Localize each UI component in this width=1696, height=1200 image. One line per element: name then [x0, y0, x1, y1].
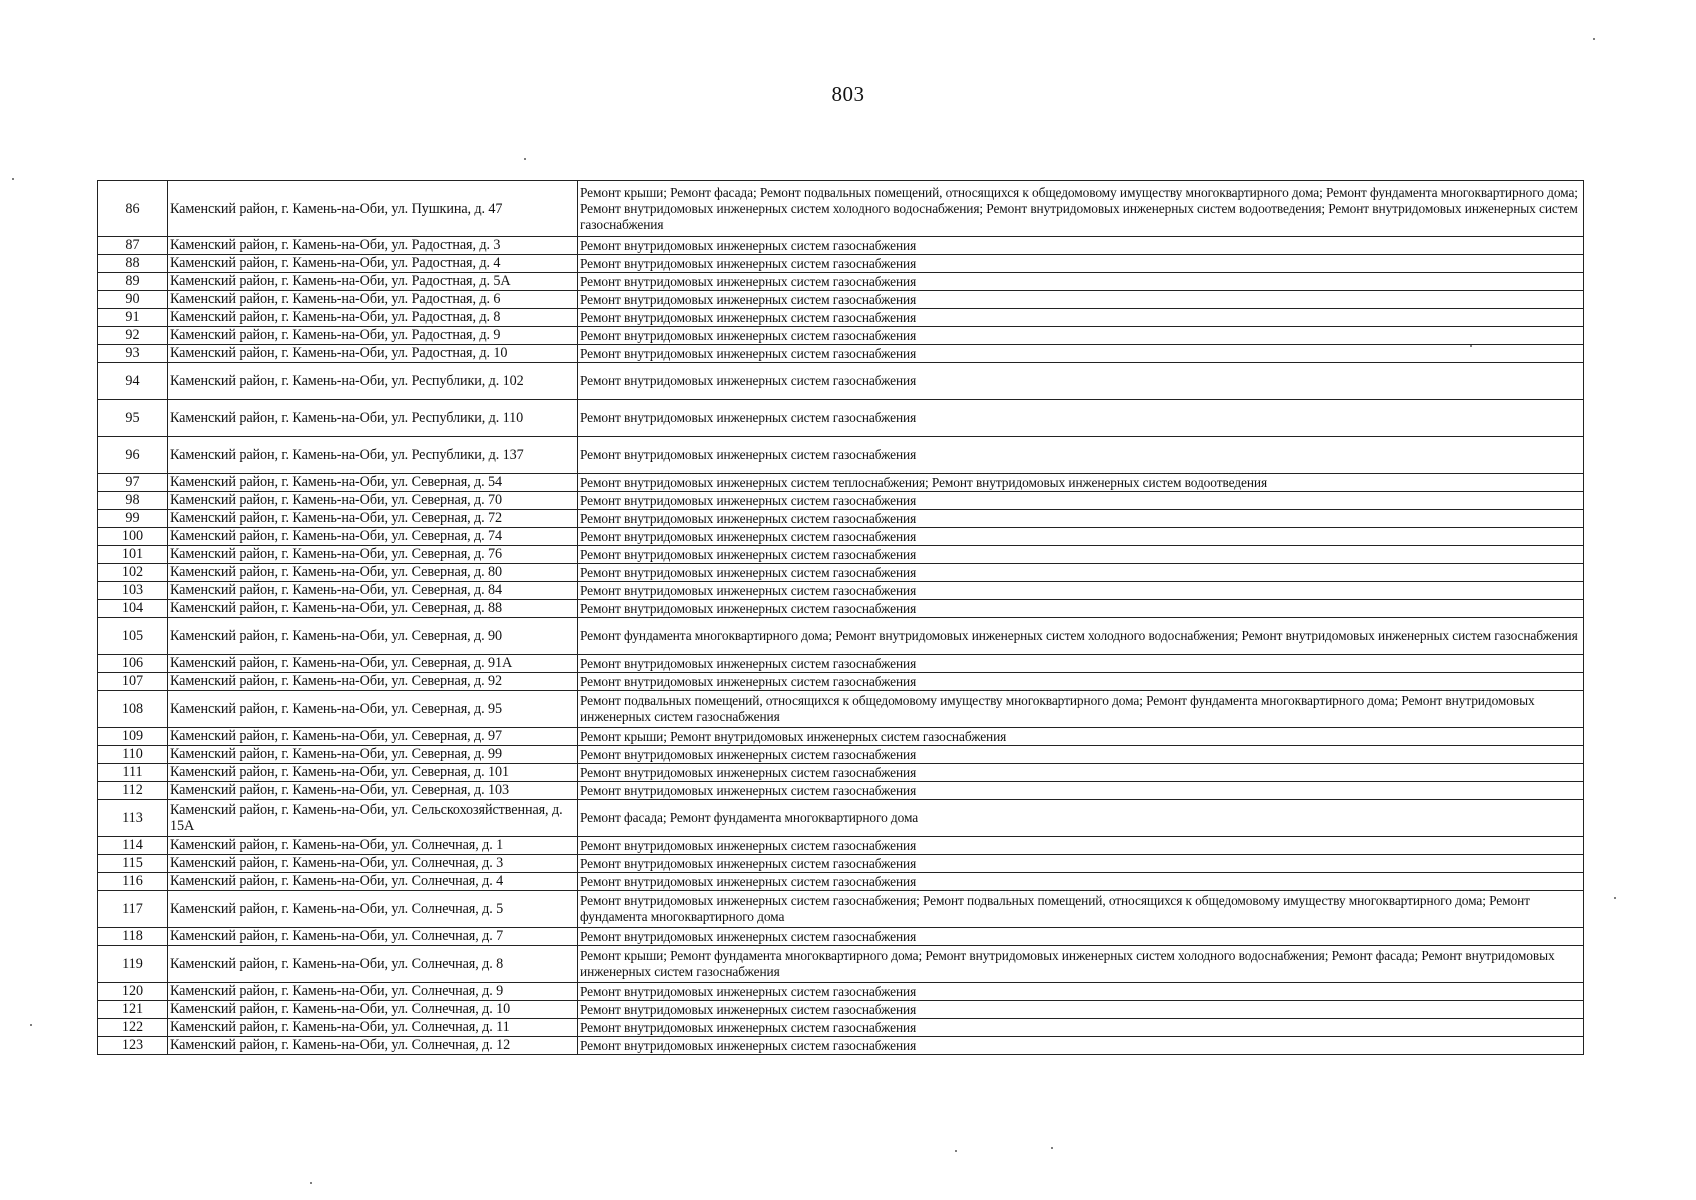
table-row	[98, 600, 1584, 618]
row-number-cell: 96	[98, 437, 168, 474]
address-cell: Каменский район, г. Камень-на-Оби, ул. Солнечная, д. 1	[168, 837, 578, 855]
table-row	[98, 837, 1584, 855]
address-cell: Каменский район, г. Камень-на-Оби, ул. Радостная, д. 10	[168, 345, 578, 363]
row-number-cell: 104	[98, 600, 168, 618]
repair-work-cell: Ремонт внутридомовых инженерных систем газоснабжения	[578, 510, 1584, 528]
repair-work-cell: Ремонт внутридомовых инженерных систем газоснабжения	[578, 437, 1584, 474]
repair-work-cell: Ремонт внутридомовых инженерных систем газоснабжения	[578, 928, 1584, 946]
address-cell: Каменский район, г. Камень-на-Оби, ул. Северная, д. 76	[168, 546, 578, 564]
address-cell: Каменский район, г. Камень-на-Оби, ул. Северная, д. 99	[168, 746, 578, 764]
row-number-cell: 107	[98, 673, 168, 691]
address-cell: Каменский район, г. Камень-на-Оби, ул. Северная, д. 72	[168, 510, 578, 528]
row-number-cell: 101	[98, 546, 168, 564]
table-row	[98, 510, 1584, 528]
row-number-cell: 97	[98, 474, 168, 492]
address-cell: Каменский район, г. Камень-на-Оби, ул. Солнечная, д. 5	[168, 891, 578, 928]
table-row	[98, 673, 1584, 691]
address-cell: Каменский район, г. Камень-на-Оби, ул. Северная, д. 101	[168, 764, 578, 782]
address-cell: Каменский район, г. Камень-на-Оби, ул. Радостная, д. 6	[168, 291, 578, 309]
scan-speck	[12, 178, 14, 180]
row-number-cell: 91	[98, 309, 168, 327]
row-number-cell: 122	[98, 1019, 168, 1037]
repair-work-cell: Ремонт внутридомовых инженерных систем газоснабжения	[578, 873, 1584, 891]
repair-work-cell: Ремонт крыши; Ремонт фундамента многоквартирного дома; Ремонт внутридомовых инженерных систем холодного водоснабжения; Ремонт фасада; Ремонт внутридомовых инженерных систем газоснабжения	[578, 946, 1584, 983]
scan-speck	[1593, 38, 1595, 40]
repair-work-cell: Ремонт внутридомовых инженерных систем газоснабжения	[578, 546, 1584, 564]
table-row	[98, 655, 1584, 673]
repair-work-cell: Ремонт крыши; Ремонт внутридомовых инженерных систем газоснабжения	[578, 728, 1584, 746]
repair-work-cell: Ремонт фасада; Ремонт фундамента многоквартирного дома	[578, 800, 1584, 837]
address-cell: Каменский район, г. Камень-на-Оби, ул. Радостная, д. 8	[168, 309, 578, 327]
repair-work-cell: Ремонт внутридомовых инженерных систем газоснабжения	[578, 528, 1584, 546]
row-number-cell: 117	[98, 891, 168, 928]
address-cell: Каменский район, г. Камень-на-Оби, ул. Сельскохозяйственная, д. 15А	[168, 800, 578, 837]
row-number-cell: 86	[98, 181, 168, 237]
repair-work-cell: Ремонт внутридомовых инженерных систем газоснабжения	[578, 600, 1584, 618]
table-row	[98, 492, 1584, 510]
address-cell: Каменский район, г. Камень-на-Оби, ул. Северная, д. 90	[168, 618, 578, 655]
table-row	[98, 1037, 1584, 1055]
repair-work-cell: Ремонт внутридомовых инженерных систем газоснабжения	[578, 345, 1584, 363]
row-number-cell: 89	[98, 273, 168, 291]
address-cell: Каменский район, г. Камень-на-Оби, ул. Солнечная, д. 7	[168, 928, 578, 946]
address-cell: Каменский район, г. Камень-на-Оби, ул. Северная, д. 54	[168, 474, 578, 492]
table-row	[98, 309, 1584, 327]
address-cell: Каменский район, г. Камень-на-Оби, ул. Солнечная, д. 11	[168, 1019, 578, 1037]
table-row	[98, 618, 1584, 655]
address-cell: Каменский район, г. Камень-на-Оби, ул. Радостная, д. 9	[168, 327, 578, 345]
row-number-cell: 94	[98, 363, 168, 400]
table-row	[98, 728, 1584, 746]
row-number-cell: 113	[98, 800, 168, 837]
row-number-cell: 121	[98, 1001, 168, 1019]
address-cell: Каменский район, г. Камень-на-Оби, ул. Северная, д. 80	[168, 564, 578, 582]
row-number-cell: 92	[98, 327, 168, 345]
row-number-cell: 111	[98, 764, 168, 782]
repair-work-cell: Ремонт внутридомовых инженерных систем газоснабжения	[578, 363, 1584, 400]
repair-work-cell: Ремонт внутридомовых инженерных систем газоснабжения	[578, 983, 1584, 1001]
table-row	[98, 255, 1584, 273]
row-number-cell: 119	[98, 946, 168, 983]
address-cell: Каменский район, г. Камень-на-Оби, ул. Северная, д. 95	[168, 691, 578, 728]
repair-work-cell: Ремонт внутридомовых инженерных систем газоснабжения	[578, 309, 1584, 327]
repair-work-cell: Ремонт внутридомовых инженерных систем газоснабжения	[578, 492, 1584, 510]
table-row	[98, 582, 1584, 600]
scan-speck	[524, 158, 526, 160]
table-row	[98, 345, 1584, 363]
table-row	[98, 691, 1584, 728]
repair-work-cell: Ремонт внутридомовых инженерных систем газоснабжения	[578, 837, 1584, 855]
address-cell: Каменский район, г. Камень-на-Оби, ул. Солнечная, д. 12	[168, 1037, 578, 1055]
register-body	[98, 181, 1584, 1055]
address-cell: Каменский район, г. Камень-на-Оби, ул. Северная, д. 88	[168, 600, 578, 618]
table-row	[98, 474, 1584, 492]
address-cell: Каменский район, г. Камень-на-Оби, ул. Республики, д. 137	[168, 437, 578, 474]
table-row	[98, 546, 1584, 564]
address-cell: Каменский район, г. Камень-на-Оби, ул. Солнечная, д. 10	[168, 1001, 578, 1019]
repair-work-cell: Ремонт фундамента многоквартирного дома; Ремонт внутридомовых инженерных систем холодного водоснабжения; Ремонт внутридомовых инженерных систем газоснабжения	[578, 618, 1584, 655]
table-row	[98, 983, 1584, 1001]
row-number-cell: 90	[98, 291, 168, 309]
table-row	[98, 181, 1584, 237]
table-row	[98, 273, 1584, 291]
repair-work-cell: Ремонт крыши; Ремонт фасада; Ремонт подвальных помещений, относящихся к общедомовому имуществу многоквартирного дома; Ремонт фундамента многоквартирного дома; Ремонт внутридомовых инженерных систем холодного водоснабжения; Ремонт внутридомовых инженерных систем водоотведения; Ремонт внутридомовых инженерных систем газоснабжения	[578, 181, 1584, 237]
row-number-cell: 116	[98, 873, 168, 891]
table-row	[98, 437, 1584, 474]
repair-work-cell: Ремонт внутридомовых инженерных систем газоснабжения	[578, 582, 1584, 600]
repair-work-cell: Ремонт внутридомовых инженерных систем газоснабжения	[578, 655, 1584, 673]
table-row	[98, 564, 1584, 582]
repair-work-cell: Ремонт внутридомовых инженерных систем газоснабжения	[578, 273, 1584, 291]
repair-register-table	[97, 180, 1584, 1055]
row-number-cell: 114	[98, 837, 168, 855]
row-number-cell: 109	[98, 728, 168, 746]
row-number-cell: 99	[98, 510, 168, 528]
address-cell: Каменский район, г. Камень-на-Оби, ул. Радостная, д. 3	[168, 237, 578, 255]
address-cell: Каменский район, г. Камень-на-Оби, ул. Солнечная, д. 9	[168, 983, 578, 1001]
repair-work-cell: Ремонт внутридомовых инженерных систем газоснабжения	[578, 291, 1584, 309]
row-number-cell: 103	[98, 582, 168, 600]
repair-work-cell: Ремонт внутридомовых инженерных систем теплоснабжения; Ремонт внутридомовых инженерных систем водоотведения	[578, 474, 1584, 492]
table-row	[98, 400, 1584, 437]
repair-work-cell: Ремонт внутридомовых инженерных систем газоснабжения	[578, 1001, 1584, 1019]
table-row	[98, 928, 1584, 946]
repair-work-cell: Ремонт подвальных помещений, относящихся к общедомовому имуществу многоквартирного дома; Ремонт фундамента многоквартирного дома; Ремонт внутридомовых инженерных систем газоснабжения	[578, 691, 1584, 728]
table-row	[98, 1001, 1584, 1019]
repair-work-cell: Ремонт внутридомовых инженерных систем газоснабжения	[578, 782, 1584, 800]
address-cell: Каменский район, г. Камень-на-Оби, ул. Северная, д. 97	[168, 728, 578, 746]
table-row	[98, 1019, 1584, 1037]
repair-work-cell: Ремонт внутридомовых инженерных систем газоснабжения	[578, 673, 1584, 691]
address-cell: Каменский район, г. Камень-на-Оби, ул. Солнечная, д. 8	[168, 946, 578, 983]
table-row	[98, 291, 1584, 309]
row-number-cell: 108	[98, 691, 168, 728]
address-cell: Каменский район, г. Камень-на-Оби, ул. Радостная, д. 4	[168, 255, 578, 273]
row-number-cell: 88	[98, 255, 168, 273]
scan-speck	[1470, 345, 1472, 347]
row-number-cell: 100	[98, 528, 168, 546]
repair-work-cell: Ремонт внутридомовых инженерных систем газоснабжения	[578, 1019, 1584, 1037]
table-row	[98, 891, 1584, 928]
address-cell: Каменский район, г. Камень-на-Оби, ул. Северная, д. 70	[168, 492, 578, 510]
repair-work-cell: Ремонт внутридомовых инженерных систем газоснабжения	[578, 255, 1584, 273]
address-cell: Каменский район, г. Камень-на-Оби, ул. Северная, д. 84	[168, 582, 578, 600]
repair-work-cell: Ремонт внутридомовых инженерных систем газоснабжения	[578, 746, 1584, 764]
row-number-cell: 110	[98, 746, 168, 764]
address-cell: Каменский район, г. Камень-на-Оби, ул. Республики, д. 110	[168, 400, 578, 437]
table-row	[98, 327, 1584, 345]
scan-speck	[1051, 1147, 1053, 1149]
row-number-cell: 123	[98, 1037, 168, 1055]
repair-work-cell: Ремонт внутридомовых инженерных систем газоснабжения	[578, 1037, 1584, 1055]
table-row	[98, 363, 1584, 400]
scan-speck	[30, 1024, 32, 1026]
table-row	[98, 237, 1584, 255]
address-cell: Каменский район, г. Камень-на-Оби, ул. Республики, д. 102	[168, 363, 578, 400]
row-number-cell: 98	[98, 492, 168, 510]
repair-work-cell: Ремонт внутридомовых инженерных систем газоснабжения	[578, 237, 1584, 255]
address-cell: Каменский район, г. Камень-на-Оби, ул. Северная, д. 74	[168, 528, 578, 546]
row-number-cell: 115	[98, 855, 168, 873]
address-cell: Каменский район, г. Камень-на-Оби, ул. Северная, д. 91А	[168, 655, 578, 673]
address-cell: Каменский район, г. Камень-на-Оби, ул. Солнечная, д. 3	[168, 855, 578, 873]
address-cell: Каменский район, г. Камень-на-Оби, ул. Пушкина, д. 47	[168, 181, 578, 237]
repair-work-cell: Ремонт внутридомовых инженерных систем газоснабжения	[578, 327, 1584, 345]
table-row	[98, 873, 1584, 891]
row-number-cell: 120	[98, 983, 168, 1001]
table-row	[98, 746, 1584, 764]
table-row	[98, 800, 1584, 837]
row-number-cell: 105	[98, 618, 168, 655]
scan-speck	[955, 1150, 957, 1152]
address-cell: Каменский район, г. Камень-на-Оби, ул. Солнечная, д. 4	[168, 873, 578, 891]
table-row	[98, 855, 1584, 873]
scan-speck	[310, 1182, 312, 1184]
row-number-cell: 102	[98, 564, 168, 582]
row-number-cell: 112	[98, 782, 168, 800]
row-number-cell: 118	[98, 928, 168, 946]
table-row	[98, 946, 1584, 983]
row-number-cell: 93	[98, 345, 168, 363]
row-number-cell: 106	[98, 655, 168, 673]
scan-speck	[1614, 897, 1616, 899]
address-cell: Каменский район, г. Камень-на-Оби, ул. Северная, д. 103	[168, 782, 578, 800]
table-row	[98, 764, 1584, 782]
repair-work-cell: Ремонт внутридомовых инженерных систем газоснабжения	[578, 855, 1584, 873]
repair-work-cell: Ремонт внутридомовых инженерных систем газоснабжения	[578, 400, 1584, 437]
row-number-cell: 95	[98, 400, 168, 437]
table-row	[98, 528, 1584, 546]
table-row	[98, 782, 1584, 800]
repair-work-cell: Ремонт внутридомовых инженерных систем газоснабжения	[578, 564, 1584, 582]
page-number: 803	[831, 82, 865, 106]
address-cell: Каменский район, г. Камень-на-Оби, ул. Радостная, д. 5А	[168, 273, 578, 291]
repair-work-cell: Ремонт внутридомовых инженерных систем газоснабжения	[578, 764, 1584, 782]
repair-work-cell: Ремонт внутридомовых инженерных систем газоснабжения; Ремонт подвальных помещений, относящихся к общедомовому имуществу многоквартирного дома; Ремонт фундамента многоквартирного дома	[578, 891, 1584, 928]
address-cell: Каменский район, г. Камень-на-Оби, ул. Северная, д. 92	[168, 673, 578, 691]
row-number-cell: 87	[98, 237, 168, 255]
